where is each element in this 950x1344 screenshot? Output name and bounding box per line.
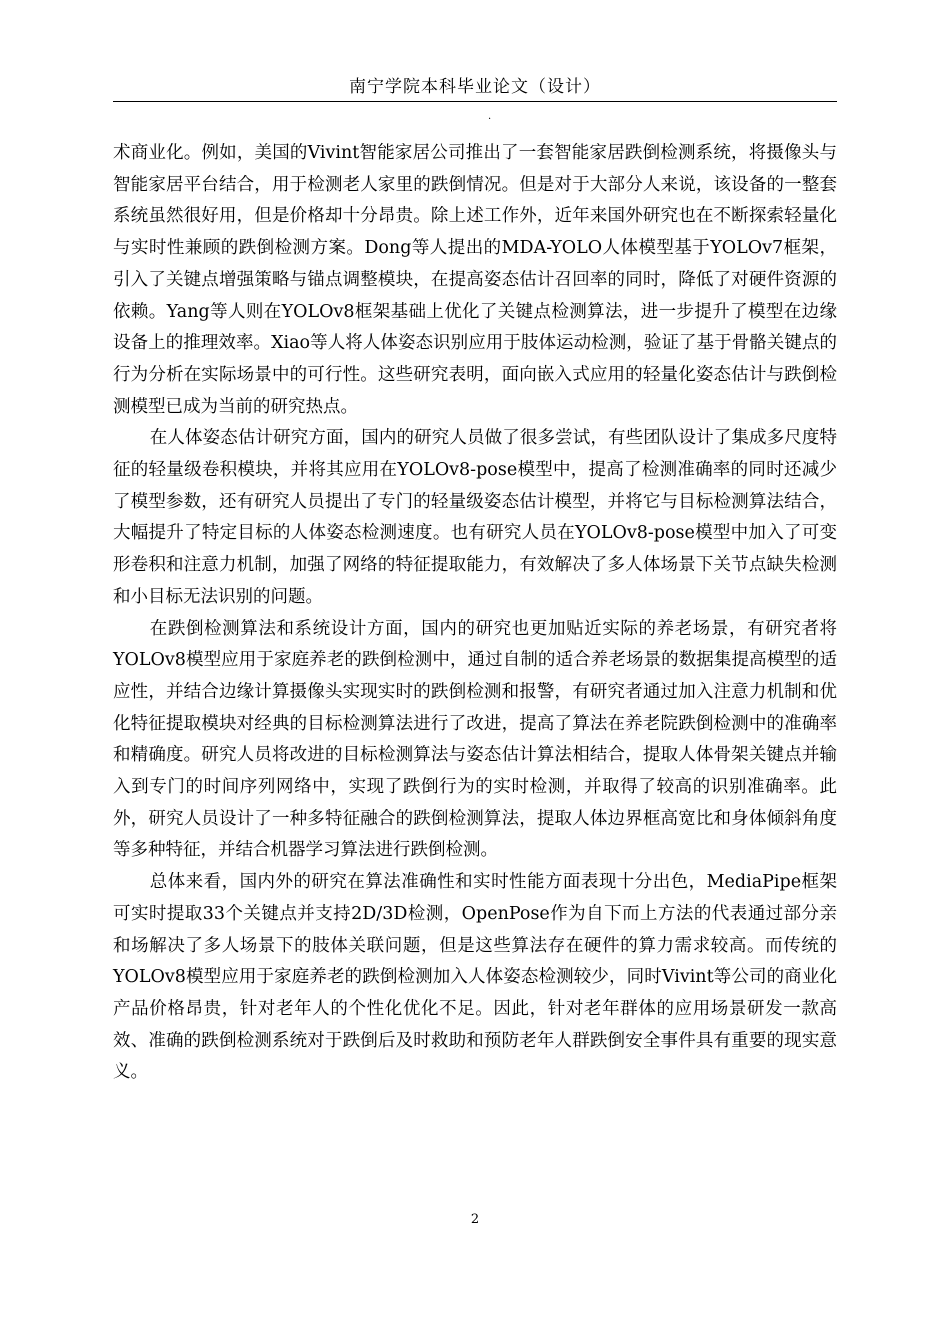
paragraph-2: 在人体姿态估计研究方面，国内的研究人员做了很多尝试，有些团队设计了集成多尺度特征的轻量级卷积模块，并将其应用在YOLOv8-pose模型中，提高了检测准确率的同时还减少了模型参数，还有研究人员提出了专门的轻量级姿态估计模型，并将它与目标检测算法结合，大幅提升了特定目标的人体姿态检测速度。也有研究人员在YOLOv8-pose模型中加入了可变形卷积和注意力机制，加强了网络的特征提取能力，有效解决了多人体场景下关节点缺失检测和小目标无法识别的问题。 — [113, 428, 837, 607]
paragraph-3: 在跌倒检测算法和系统设计方面，国内的研究也更加贴近实际的养老场景，有研究者将YOLOv8模型应用于家庭养老的跌倒检测中，通过自制的适合养老场景的数据集提高模型的适应性，并结合边缘计算摄像头实现实时的跌倒检测和报警，有研究者通过加入注意力机制和优化特征提取模块对经典的目标检测算法进行了改进，提高了算法在养老院跌倒检测中的准确率和精确度。研究人员将改进的目标检测算法与姿态估计算法相结合，提取人体骨架关键点并输入到专门的时间序列网络中，实现了跌倒行为的实时检测，并取得了较高的识别准确率。此外，研究人员设计了一种多特征融合的跌倒检测算法，提取人体边界框高宽比和身体倾斜角度等多种特征，并结合机器学习算法进行跌倒检测。 — [113, 618, 837, 861]
page-header-title: 南宁学院本科毕业论文（设计） — [349, 77, 601, 97]
body-text — [113, 138, 837, 1089]
paragraph-1: 术商业化。例如，美国的Vivint智能家居公司推出了一套智能家居跌倒检测系统，将摄像头与智能家居平台结合，用于检测老人家里的跌倒情况。但是对于大部分人来说，该设备的一整套系统虽然很好用，但是价格却十分昂贵。除上述工作外，近年来国外研究也在不断探索轻量化与实时性兼顾的跌倒检测方案。Dong等人提出的MDA-YOLO人体模型基于YOLOv7框架，引入了关键点增强策略与锚点调整模块，在提高姿态估计召回率的同时，降低了对硬件资源的依赖。Yang等人则在YOLOv8框架基础上优化了关键点检测算法，进一步提升了模型在边缘设备上的推理效率。Xiao等人将人体姿态识别应用于肢体运动检测，验证了基于骨骼关键点的行为分析在实际场景中的可行性。这些研究表明，面向嵌入式应用的轻量化姿态估计与跌倒检测模型已成为当前的研究热点。 — [113, 143, 837, 417]
page-number: 2 — [470, 1212, 480, 1227]
header-dot-mark: . — [488, 111, 492, 122]
header-divider — [113, 101, 837, 102]
paragraph-4: 总体来看，国内外的研究在算法准确性和实时性能方面表现十分出色，MediaPipe框架可实时提取33个关键点并支持2D/3D检测，OpenPose作为自下而上方法的代表通过部分亲和场解决了多人场景下的肢体关联问题，但是这些算法存在硬件的算力需求较高。而传统的YOLOv8模型应用于家庭养老的跌倒检测加入人体姿态检测较少，同时Vivint等公司的商业化产品价格昂贵，针对老年人的个性化优化不足。因此，针对老年群体的应用场景研发一款高效、准确的跌倒检测系统对于跌倒后及时救助和预防老年人群跌倒安全事件具有重要的现实意义。 — [113, 872, 837, 1083]
